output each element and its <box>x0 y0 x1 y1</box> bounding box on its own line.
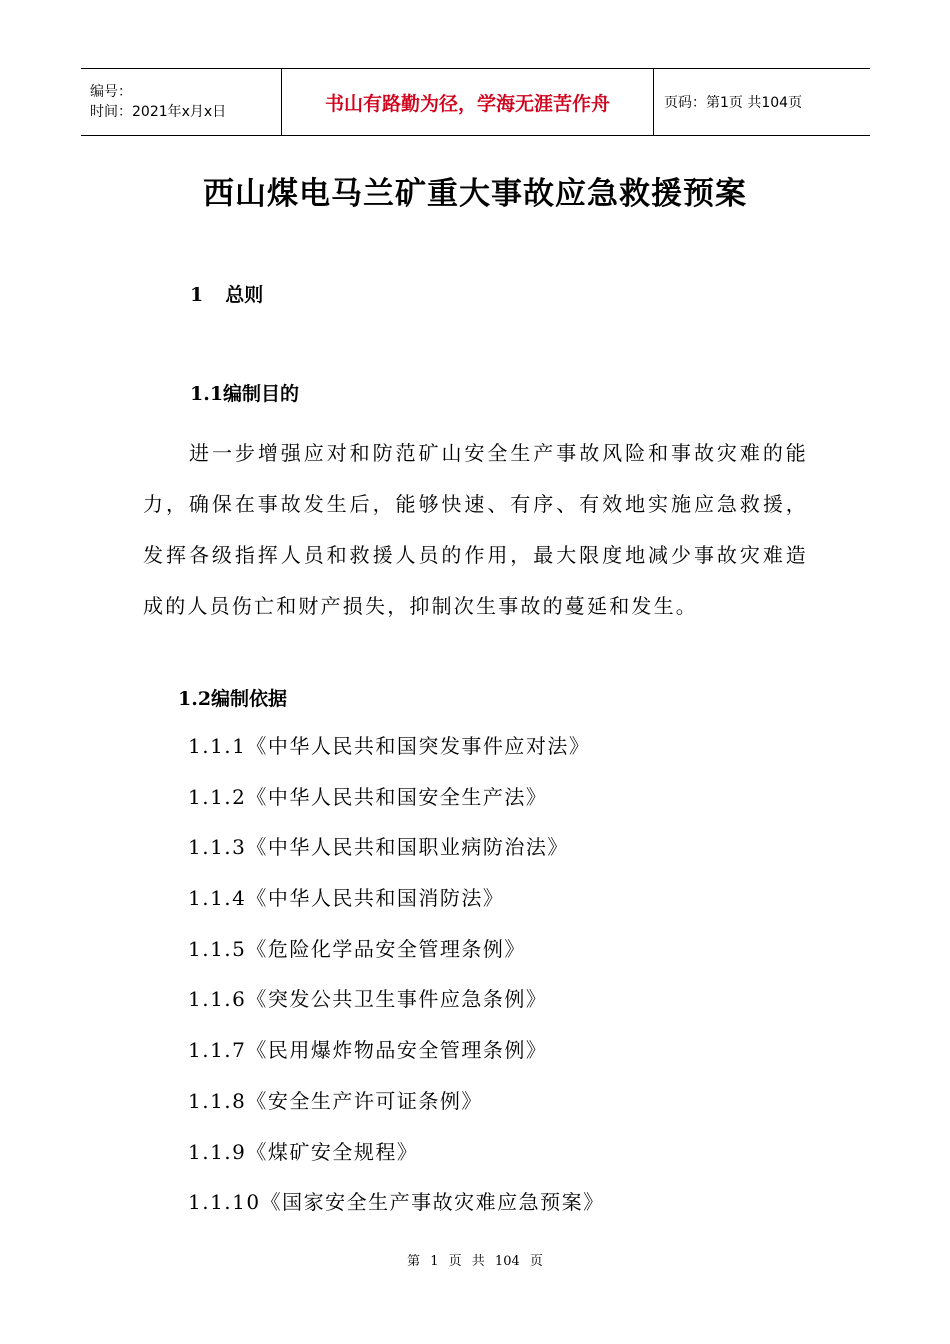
page-header <box>81 68 870 136</box>
section-1-1-paragraph: 进一步增强应对和防范矿山安全生产事故风险和事故灾难的能力，确保在事故发生后，能够快速、有序、有效地实施应急救援，发挥各级指挥人员和救援人员的作用，最大限度地减少事故灾难造成的人员伤亡和财产损失，抑制次生事故的蔓延和发生。 <box>143 441 808 618</box>
list-item: 1.1.2《中华人民共和国安全生产法》 <box>188 784 548 809</box>
document-title: 西山煤电马兰矿重大事故应急救援预案 <box>203 176 747 212</box>
document-number-label: 编号： <box>90 84 132 100</box>
list-item: 1.1.10《国家安全生产事故灾难应急预案》 <box>188 1190 605 1215</box>
list-item: 1.1.7《民用爆炸物品安全管理条例》 <box>188 1038 548 1063</box>
list-item: 1.1.8《安全生产许可证条例》 <box>188 1088 483 1113</box>
header-motto: 书山有路勤为径，学海无涯苦作舟 <box>281 69 654 135</box>
document-time: 时间：2021年x月x日 <box>90 104 227 120</box>
section-1-1-heading: 1.1编制目的 <box>190 383 300 405</box>
basis-list <box>188 728 605 1235</box>
list-item: 1.1.9《煤矿安全规程》 <box>188 1139 419 1164</box>
page-footer: 第 1 页 共 104 页 <box>407 1254 543 1269</box>
list-item: 1.1.4《中华人民共和国消防法》 <box>188 886 505 911</box>
header-page-info: 页码：第1页 共104页 <box>664 95 803 111</box>
list-item: 1.1.3《中华人民共和国职业病防治法》 <box>188 835 569 860</box>
section-1-title: 总则 <box>225 284 264 306</box>
list-item: 1.1.6《突发公共卫生事件应急条例》 <box>188 987 548 1012</box>
header-meta <box>81 69 281 135</box>
section-1-heading <box>190 280 263 307</box>
list-item: 1.1.5《危险化学品安全管理条例》 <box>188 936 526 961</box>
list-item: 1.1.1《中华人民共和国突发事件应对法》 <box>188 734 591 758</box>
section-1-2-heading: 1.2编制依据 <box>178 688 288 710</box>
section-1-number: 1 <box>190 284 204 306</box>
